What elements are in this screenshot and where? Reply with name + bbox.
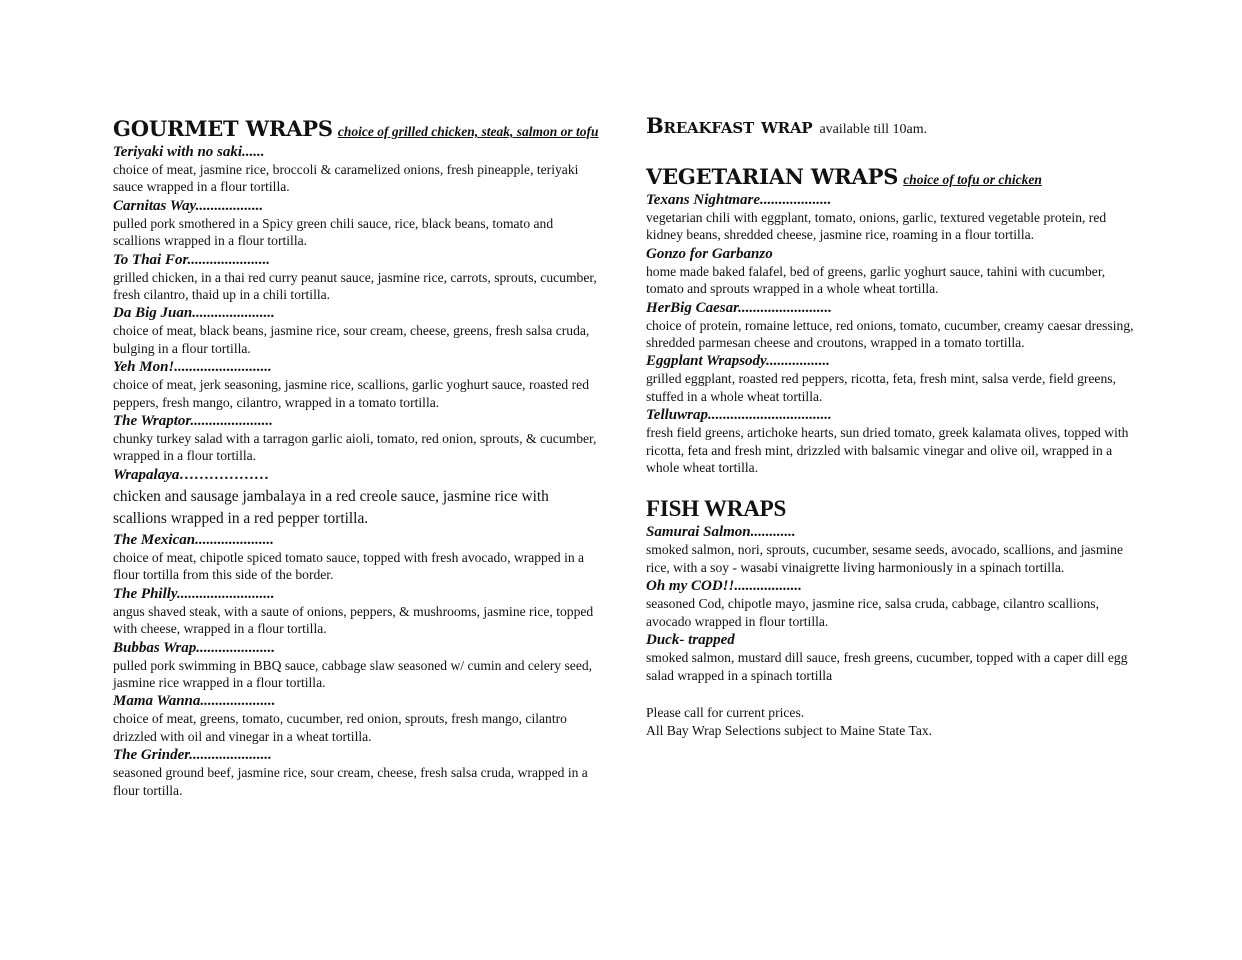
item-description: chunky turkey salad with a tarragon garlic aioli, tomato, red onion, sprouts, & cucumber, wrapped in a flour tortilla. [113, 431, 597, 464]
item-name: Carnitas Way.................. [113, 197, 264, 214]
gourmet-wraps-section [113, 116, 603, 799]
item-description: choice of protein, romaine lettuce, red onions, tomato, cucumber, creamy caesar dressing, shredded parmesan cheese and croutons, wrapped in a tomato tortilla. [646, 317, 1134, 351]
menu-item-the-philly [113, 585, 603, 638]
item-name: Duck- trapped [646, 632, 735, 649]
item-name: Gonzo for Garbanzo [646, 245, 773, 262]
item-description: pulled pork swimming in BBQ sauce, cabbage slaw seasoned w/ cumin and celery seed, jasmine rice wrapped in a flour tortilla. [113, 657, 593, 690]
menu-item-teriyaki [113, 143, 603, 196]
item-description: chicken and sausage jambalaya in a red creole sauce, jasmine rice with scallions wrapped in a red pepper tortilla. [113, 487, 549, 527]
breakfast-wrap-header [646, 113, 1146, 138]
spacer [646, 476, 1146, 496]
breakfast-wrap-title: Breakfast wrap [646, 113, 813, 138]
item-description: angus shaved steak, with a saute of onions, peppers, & mushrooms, jasmine rice, topped with cheese, wrapped in a flour tortilla. [113, 603, 594, 637]
item-name: The Wraptor...................... [113, 413, 273, 430]
gourmet-wraps-title: GOURMET WRAPS [113, 116, 333, 141]
menu-item-telluwrap [646, 406, 1146, 476]
item-description: grilled chicken, in a thai red curry peanut sauce, jasmine rice, carrots, sprouts, cucumber, fresh cilantro, thaid up in a chili tortilla. [113, 269, 597, 303]
item-description: choice of meat, black beans, jasmine rice, sour cream, cheese, greens, fresh salsa cruda, bulging in a flour tortilla. [113, 323, 590, 356]
vegetarian-wraps-title: VEGETARIAN WRAPS [646, 164, 899, 189]
vegetarian-wraps-section [646, 164, 1146, 476]
menu-item-mama-wanna [113, 692, 603, 745]
vegetarian-wraps-note: choice of tofu or chicken [903, 172, 1042, 187]
menu-item-to-thai-for [113, 251, 603, 304]
menu-item-bubbas-wrap [113, 639, 603, 692]
item-name: HerBig Caesar......................... [646, 299, 832, 316]
menu-item-yeh-mon [113, 358, 603, 411]
menu-item-the-wraptor [113, 412, 603, 465]
item-name: Oh my COD!!.................. [646, 578, 802, 595]
item-description: choice of meat, jerk seasoning, jasmine rice, scallions, garlic yoghurt sauce, roasted red peppers, fresh mango, cilantro, wrapped in a tomato tortilla. [113, 377, 589, 410]
spacer [646, 138, 1146, 164]
gourmet-wraps-note: choice of grilled chicken, steak, salmon or tofu [337, 124, 599, 139]
gourmet-wraps-header [113, 116, 603, 141]
gourmet-items [113, 143, 603, 799]
vegetarian-items [646, 191, 1146, 476]
menu-item-wrapalaya [113, 466, 603, 530]
menu-item-oh-my-cod [646, 577, 1146, 630]
menu-item-texans-nightmare [646, 191, 1146, 244]
item-name: The Philly.......................... [113, 585, 275, 602]
item-description: choice of meat, chipotle spiced tomato sauce, topped with fresh avocado, wrapped in a flour tortilla from this side of the border. [113, 549, 585, 583]
item-description: smoked salmon, mustard dill sauce, fresh greens, cucumber, topped with a caper dill egg salad wrapped in a spinach tortilla [646, 650, 1128, 683]
item-name: Wrapalaya……………… [113, 466, 270, 483]
spacer [646, 684, 1146, 704]
vegetarian-wraps-header [646, 164, 1146, 189]
item-name: Samurai Salmon............ [646, 524, 796, 541]
item-name: Bubbas Wrap..................... [113, 639, 275, 656]
menu-item-samurai-salmon [646, 523, 1146, 576]
item-description: choice of meat, jasmine rice, broccoli & caramelized onions, fresh pineapple, teriyaki sauce wrapped in a flour tortilla. [113, 162, 579, 195]
item-description: fresh field greens, artichoke hearts, sun dried tomato, greek kalamata olives, topped with ricotta, feta and fresh mint, drizzled with balsamic vinegar and olive oil, wrapped in a whole wheat tortilla. [646, 425, 1129, 476]
item-description: pulled pork smothered in a Spicy green chili sauce, rice, black beans, tomato and scallions wrapped in a flour tortilla. [113, 215, 554, 249]
item-name: Mama Wanna.................... [113, 693, 276, 710]
footer-notes [646, 704, 1146, 739]
item-name: Yeh Mon!.......................... [113, 359, 272, 376]
item-name: To Thai For...................... [113, 251, 270, 268]
item-name: Teriyaki with no saki...... [113, 144, 265, 160]
fish-wraps-section [646, 496, 1146, 683]
item-name: The Mexican..................... [113, 531, 274, 548]
fish-wraps-title: FISH WRAPS [646, 496, 787, 522]
fish-items [646, 523, 1146, 683]
breakfast-wrap-note: available till 10am. [819, 122, 928, 137]
item-description: seasoned ground beef, jasmine rice, sour cream, cheese, fresh salsa cruda, wrapped in a flour tortilla. [113, 765, 588, 798]
footer-prices-note: Please call for current prices. [646, 704, 805, 720]
item-description: home made baked falafel, bed of greens, garlic yoghurt sauce, tahini with cucumber, tomato and sprouts wrapped in a whole wheat tortilla. [646, 263, 1106, 297]
menu-item-carnitas-way [113, 197, 603, 250]
item-description: grilled eggplant, roasted red peppers, ricotta, feta, fresh mint, salsa verde, field greens, stuffed in a whole wheat tortilla. [646, 371, 1116, 404]
item-name: Eggplant Wrapsody................. [646, 353, 830, 370]
item-name: Da Big Juan...................... [113, 305, 275, 322]
item-description: smoked salmon, nori, sprouts, cucumber, sesame seeds, avocado, scallions, and jasmine rice, with a soy - wasabi vinaigrette living harmoniously in a spinach tortilla. [646, 542, 1124, 575]
item-description: choice of meat, greens, tomato, cucumber, red onion, sprouts, fresh mango, cilantro drizzled with oil and vinegar in a wheat tortilla. [113, 711, 567, 744]
right-column [646, 113, 1146, 739]
menu-item-the-mexican [113, 531, 603, 584]
menu-item-herbig-caesar [646, 299, 1146, 352]
menu-item-the-grinder [113, 746, 603, 799]
menu-item-gonzo-for-garbanzo [646, 245, 1146, 298]
menu-item-eggplant-wrapsody [646, 352, 1146, 405]
item-name: Texans Nightmare................... [646, 192, 832, 208]
fish-wraps-header [646, 496, 1146, 522]
item-description: seasoned Cod, chipotle mayo, jasmine rice, salsa cruda, cabbage, cilantro scallions, avocado wrapped in flour tortilla. [646, 596, 1099, 629]
menu-item-da-big-juan [113, 304, 603, 357]
footer-tax-note: All Bay Wrap Selections subject to Maine State Tax. [646, 722, 933, 738]
item-description: vegetarian chili with eggplant, tomato, onions, garlic, textured vegetable protein, red kidney beans, shredded cheese, jasmine rice, roaming in a flour tortilla. [646, 210, 1107, 243]
item-name: The Grinder...................... [113, 747, 272, 764]
menu-item-duck-trapped [646, 631, 1146, 684]
item-name: Telluwrap................................. [646, 407, 832, 424]
